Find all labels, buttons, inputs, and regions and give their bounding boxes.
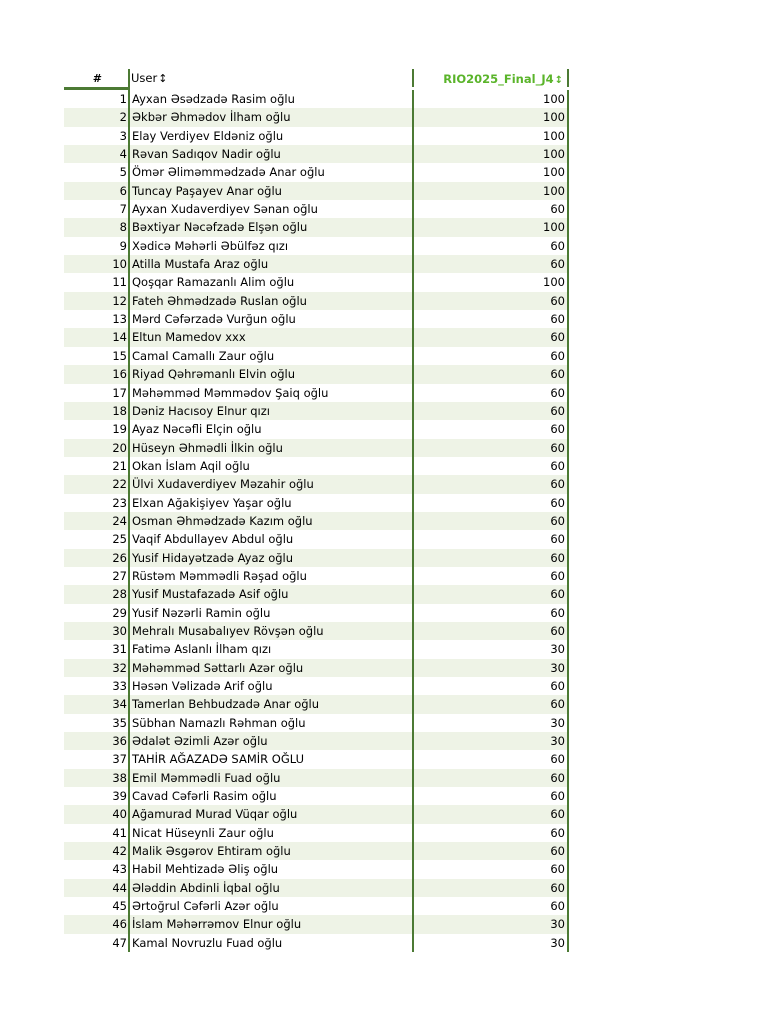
row-score: 60 — [414, 897, 569, 915]
column-header-score-label: RIO2025_Final_J4 — [443, 72, 554, 86]
row-score: 60 — [414, 494, 569, 512]
row-user-name: Fateh Əhmədzadə Ruslan oğlu — [130, 292, 414, 310]
row-score: 100 — [414, 218, 569, 236]
table-row — [64, 769, 569, 787]
row-number: 41 — [64, 824, 130, 842]
sort-icon[interactable]: ↕ — [158, 72, 168, 85]
row-score: 60 — [414, 695, 569, 713]
row-score: 60 — [414, 310, 569, 328]
row-user-name: Ömər Əliməmmədzadə Anar oğlu — [130, 163, 414, 181]
row-user-name: Ağamurad Murad Vüqar oğlu — [130, 805, 414, 823]
table-row — [64, 860, 569, 878]
row-number: 9 — [64, 237, 130, 255]
row-score: 30 — [414, 934, 569, 952]
table-row — [64, 218, 569, 236]
table-row — [64, 695, 569, 713]
table-row — [64, 879, 569, 897]
row-number: 20 — [64, 439, 130, 457]
row-number: 8 — [64, 218, 130, 236]
row-score: 60 — [414, 769, 569, 787]
row-score: 30 — [414, 732, 569, 750]
row-score: 60 — [414, 365, 569, 383]
row-number: 39 — [64, 787, 130, 805]
table-row — [64, 604, 569, 622]
table-row — [64, 163, 569, 181]
row-number: 37 — [64, 750, 130, 768]
table-row — [64, 475, 569, 493]
table-row — [64, 328, 569, 346]
table-header — [64, 69, 569, 87]
table-row — [64, 365, 569, 383]
row-number: 1 — [64, 90, 130, 108]
row-number: 18 — [64, 402, 130, 420]
table-row — [64, 549, 569, 567]
row-number: 47 — [64, 934, 130, 952]
row-number: 12 — [64, 292, 130, 310]
row-user-name: Vaqif Abdullayev Abdul oğlu — [130, 530, 414, 548]
row-user-name: Xədicə Məhərli Əbülfəz qızı — [130, 237, 414, 255]
row-user-name: Elay Verdiyev Eldəniz oğlu — [130, 127, 414, 145]
row-number: 23 — [64, 494, 130, 512]
row-number: 26 — [64, 549, 130, 567]
row-user-name: Emil Məmmədli Fuad oğlu — [130, 769, 414, 787]
row-score: 60 — [414, 439, 569, 457]
column-header-user-label: User — [131, 71, 158, 85]
row-score: 60 — [414, 604, 569, 622]
row-user-name: Atilla Mustafa Araz oğlu — [130, 255, 414, 273]
table-row — [64, 90, 569, 108]
table-row — [64, 292, 569, 310]
row-user-name: Yusif Mustafazadə Asif oğlu — [130, 585, 414, 603]
table-row — [64, 787, 569, 805]
row-user-name: Fatimə Aslanlı İlham qızı — [130, 640, 414, 658]
row-score: 60 — [414, 787, 569, 805]
row-score: 60 — [414, 237, 569, 255]
table-row — [64, 842, 569, 860]
row-score: 100 — [414, 90, 569, 108]
row-score: 60 — [414, 457, 569, 475]
row-score: 60 — [414, 292, 569, 310]
row-user-name: Ələddin Abdinli İqbal oğlu — [130, 879, 414, 897]
row-score: 100 — [414, 273, 569, 291]
row-number: 40 — [64, 805, 130, 823]
table-row — [64, 347, 569, 365]
row-score: 30 — [414, 915, 569, 933]
row-score: 60 — [414, 328, 569, 346]
row-number: 35 — [64, 714, 130, 732]
row-number: 28 — [64, 585, 130, 603]
row-score: 60 — [414, 530, 569, 548]
row-score: 60 — [414, 677, 569, 695]
row-user-name: Malik Əsgərov Ehtiram oğlu — [130, 842, 414, 860]
table-row — [64, 108, 569, 126]
row-score: 60 — [414, 384, 569, 402]
row-number: 38 — [64, 769, 130, 787]
row-user-name: Kamal Novruzlu Fuad oğlu — [130, 934, 414, 952]
row-score: 60 — [414, 824, 569, 842]
row-score: 60 — [414, 549, 569, 567]
row-number: 16 — [64, 365, 130, 383]
table-row — [64, 677, 569, 695]
table-row — [64, 824, 569, 842]
table-row — [64, 640, 569, 658]
row-user-name: Okan İslam Aqil oğlu — [130, 457, 414, 475]
row-user-name: Tamerlan Behbudzadə Anar oğlu — [130, 695, 414, 713]
row-number: 6 — [64, 182, 130, 200]
row-number: 11 — [64, 273, 130, 291]
table-row — [64, 897, 569, 915]
table-row — [64, 585, 569, 603]
row-user-name: Camal Camallı Zaur oğlu — [130, 347, 414, 365]
row-user-name: Rüstəm Məmmədli Rəşad oğlu — [130, 567, 414, 585]
table-row — [64, 200, 569, 218]
row-user-name: Dəniz Hacısoy Elnur qızı — [130, 402, 414, 420]
row-score: 60 — [414, 750, 569, 768]
row-user-name: Məhəmməd Məmmədov Şaiq oğlu — [130, 384, 414, 402]
row-user-name: Ülvi Xudaverdiyev Məzahir oğlu — [130, 475, 414, 493]
table-row — [64, 494, 569, 512]
row-number: 45 — [64, 897, 130, 915]
row-number: 30 — [64, 622, 130, 640]
table-row — [64, 567, 569, 585]
row-number: 14 — [64, 328, 130, 346]
row-number: 4 — [64, 145, 130, 163]
row-number: 32 — [64, 659, 130, 677]
row-user-name: TAHİR AĞAZADƏ SAMİR OĞLU — [130, 750, 414, 768]
column-header-score[interactable] — [414, 69, 569, 87]
row-number: 19 — [64, 420, 130, 438]
row-user-name: Elxan Ağakişiyev Yaşar oğlu — [130, 494, 414, 512]
row-number: 22 — [64, 475, 130, 493]
row-number: 36 — [64, 732, 130, 750]
table-row — [64, 439, 569, 457]
table-row — [64, 732, 569, 750]
table-row — [64, 530, 569, 548]
row-user-name: Habil Mehtizadə Əliş oğlu — [130, 860, 414, 878]
row-number: 33 — [64, 677, 130, 695]
row-score: 60 — [414, 805, 569, 823]
row-score: 60 — [414, 420, 569, 438]
row-score: 60 — [414, 200, 569, 218]
row-number: 3 — [64, 127, 130, 145]
table-row — [64, 402, 569, 420]
table-row — [64, 457, 569, 475]
row-user-name: Rəvan Sadıqov Nadir oğlu — [130, 145, 414, 163]
row-user-name: Həsən Vəlizadə Arif oğlu — [130, 677, 414, 695]
table-row — [64, 915, 569, 933]
row-number: 13 — [64, 310, 130, 328]
table-row — [64, 512, 569, 530]
row-number: 5 — [64, 163, 130, 181]
column-header-user[interactable] — [130, 69, 414, 87]
table-row — [64, 805, 569, 823]
row-user-name: Ayxan Xudaverdiyev Sənan oğlu — [130, 200, 414, 218]
row-user-name: Mehralı Musabalıyev Rövşən oğlu — [130, 622, 414, 640]
row-number: 2 — [64, 108, 130, 126]
row-number: 29 — [64, 604, 130, 622]
row-score: 100 — [414, 163, 569, 181]
row-user-name: Qoşqar Ramazanlı Alim oğlu — [130, 273, 414, 291]
ranking-table — [64, 69, 569, 952]
row-number: 43 — [64, 860, 130, 878]
row-score: 60 — [414, 402, 569, 420]
table-row — [64, 182, 569, 200]
row-user-name: Mərd Cəfərzadə Vurğun oğlu — [130, 310, 414, 328]
table-row — [64, 714, 569, 732]
row-number: 44 — [64, 879, 130, 897]
row-score: 60 — [414, 860, 569, 878]
row-score: 60 — [414, 622, 569, 640]
table-row — [64, 127, 569, 145]
row-user-name: Sübhan Namazlı Rəhman oğlu — [130, 714, 414, 732]
row-score: 100 — [414, 145, 569, 163]
table-row — [64, 420, 569, 438]
row-user-name: Hüseyn Əhmədli İlkin oğlu — [130, 439, 414, 457]
table-row — [64, 255, 569, 273]
row-user-name: Əkbər Əhmədov İlham oğlu — [130, 108, 414, 126]
row-number: 7 — [64, 200, 130, 218]
row-score: 30 — [414, 714, 569, 732]
table-row — [64, 659, 569, 677]
row-user-name: Məhəmməd Səttarlı Azər oğlu — [130, 659, 414, 677]
row-user-name: Tuncay Paşayev Anar oğlu — [130, 182, 414, 200]
row-user-name: Ərtoğrul Cəfərli Azər oğlu — [130, 897, 414, 915]
row-score: 60 — [414, 475, 569, 493]
row-number: 24 — [64, 512, 130, 530]
row-score: 60 — [414, 255, 569, 273]
table-row — [64, 384, 569, 402]
row-user-name: Ayaz Nəcəfli Elçin oğlu — [130, 420, 414, 438]
row-score: 100 — [414, 182, 569, 200]
row-score: 60 — [414, 842, 569, 860]
row-score: 60 — [414, 879, 569, 897]
table-row — [64, 310, 569, 328]
row-number: 31 — [64, 640, 130, 658]
row-user-name: Eltun Mamedov xxx — [130, 328, 414, 346]
table-row — [64, 750, 569, 768]
row-number: 34 — [64, 695, 130, 713]
row-user-name: Nicat Hüseynli Zaur oğlu — [130, 824, 414, 842]
row-user-name: Bəxtiyar Nəcəfzadə Elşən oğlu — [130, 218, 414, 236]
row-number: 21 — [64, 457, 130, 475]
row-number: 27 — [64, 567, 130, 585]
row-user-name: Ədalət Əzimli Azər oğlu — [130, 732, 414, 750]
row-score: 60 — [414, 512, 569, 530]
row-user-name: Cavad Cəfərli Rasim oğlu — [130, 787, 414, 805]
row-score: 100 — [414, 108, 569, 126]
table-row — [64, 237, 569, 255]
table-row — [64, 934, 569, 952]
table-body — [64, 90, 569, 952]
column-header-number: # — [64, 69, 130, 87]
row-score: 30 — [414, 659, 569, 677]
row-user-name: Riyad Qəhrəmanlı Elvin oğlu — [130, 365, 414, 383]
row-number: 17 — [64, 384, 130, 402]
row-score: 60 — [414, 585, 569, 603]
row-number: 10 — [64, 255, 130, 273]
row-number: 25 — [64, 530, 130, 548]
table-row — [64, 622, 569, 640]
row-score: 60 — [414, 347, 569, 365]
table-row — [64, 273, 569, 291]
row-score: 100 — [414, 127, 569, 145]
row-number: 42 — [64, 842, 130, 860]
table-row — [64, 145, 569, 163]
row-user-name: Osman Əhmədzadə Kazım oğlu — [130, 512, 414, 530]
row-user-name: Ayxan Əsədzadə Rasim oğlu — [130, 90, 414, 108]
row-number: 15 — [64, 347, 130, 365]
sort-icon[interactable]: ↕ — [554, 75, 563, 86]
row-number: 46 — [64, 915, 130, 933]
row-score: 30 — [414, 640, 569, 658]
row-user-name: İslam Məhərrəmov Elnur oğlu — [130, 915, 414, 933]
row-score: 60 — [414, 567, 569, 585]
row-user-name: Yusif Nəzərli Ramin oğlu — [130, 604, 414, 622]
row-user-name: Yusif Hidayətzadə Ayaz oğlu — [130, 549, 414, 567]
